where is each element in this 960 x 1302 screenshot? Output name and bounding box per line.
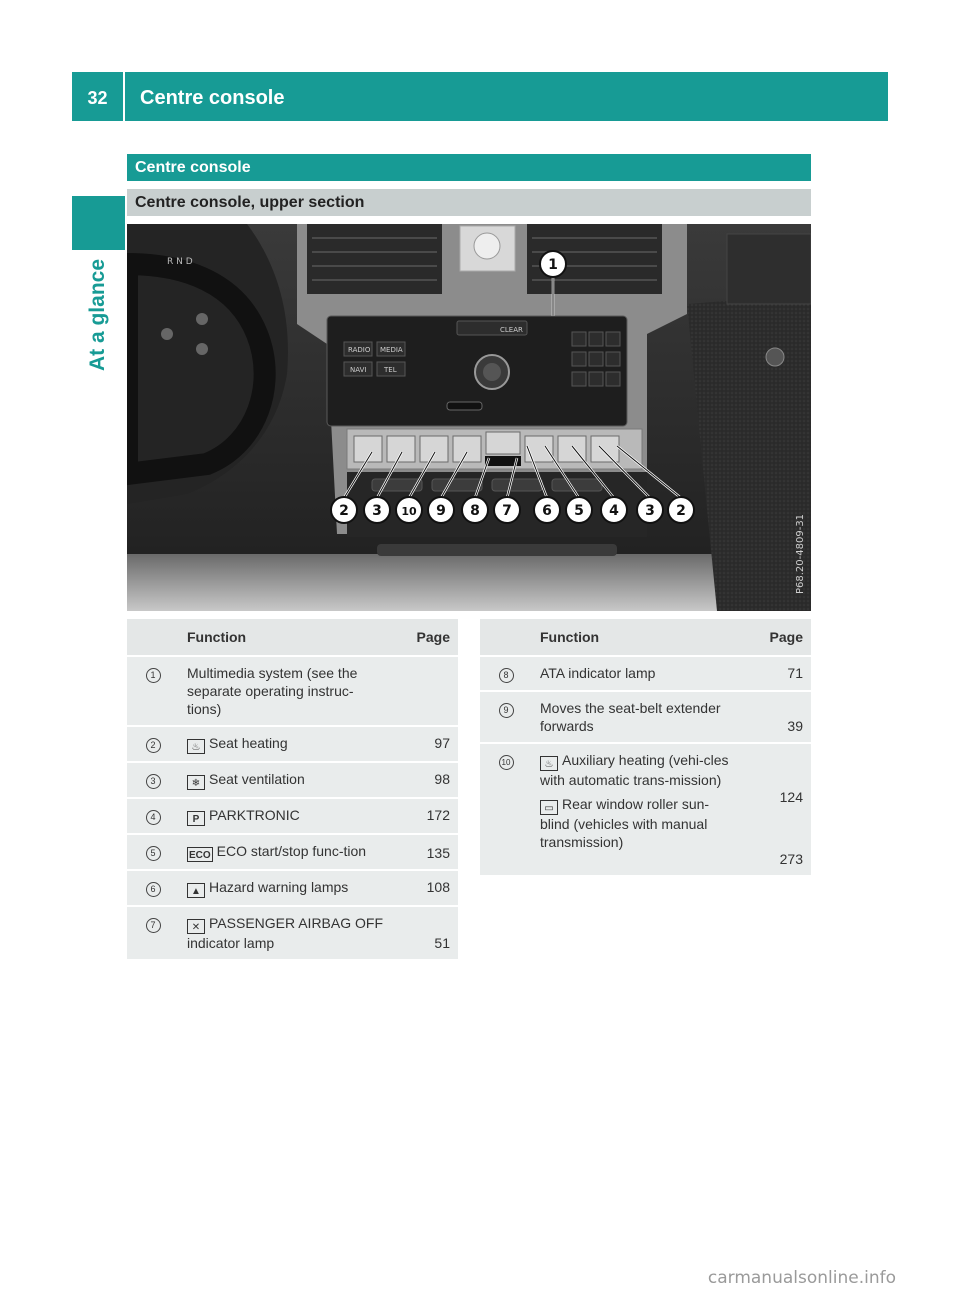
centre-console-photo (127, 224, 811, 611)
media-label: MEDIA (380, 346, 403, 354)
page-header (72, 72, 888, 121)
item-function: Multimedia system (see the separate operating instruc-tions) (179, 656, 392, 726)
seat-ventilation-icon: ❄ (187, 775, 205, 790)
col-page: Page (392, 619, 458, 656)
item-page-alt: 273 (779, 851, 803, 867)
page-number: 32 (72, 72, 125, 121)
callout-8: 8 (470, 503, 480, 519)
navi-label: NAVI (350, 366, 367, 374)
clear-label: CLEAR (500, 326, 523, 334)
callout-9: 9 (436, 503, 446, 519)
item-function: PASSENGER AIRBAG OFF indicator lamp (187, 915, 384, 951)
item-page: 135 (392, 834, 458, 870)
table-row (127, 870, 458, 906)
function-table-right (480, 619, 811, 877)
item-page: 172 (392, 798, 458, 834)
item-number: 3 (146, 774, 161, 789)
item-function: Seat heating (209, 735, 288, 751)
radio-label: RADIO (348, 346, 371, 354)
table-row (127, 834, 458, 870)
auxiliary-heating-icon: ♨ (540, 756, 558, 771)
item-page: 97 (392, 726, 458, 762)
parktronic-icon: P (187, 811, 205, 826)
callout-7: 7 (502, 503, 512, 519)
item-function: Auxiliary heating (vehi-cles with automatic trans-mission) (540, 752, 729, 788)
table-row (127, 726, 458, 762)
item-number: 8 (499, 668, 514, 683)
callout-6: 6 (542, 503, 552, 519)
item-page: 51 (392, 906, 458, 960)
airbag-off-icon: ✕ (187, 919, 205, 934)
callout-1: 1 (548, 257, 558, 273)
photo-code: P68.20-4809-31 (795, 513, 806, 594)
callout-10: 10 (401, 505, 417, 518)
item-number: 7 (146, 918, 161, 933)
item-number: 10 (499, 755, 514, 770)
item-page (392, 656, 458, 726)
item-page: 98 (392, 762, 458, 798)
side-tab-marker (72, 196, 125, 250)
item-number: 2 (146, 738, 161, 753)
item-number: 6 (146, 882, 161, 897)
item-function: ECO start/stop func-tion (216, 843, 367, 859)
function-table-left (127, 619, 458, 961)
item-number: 1 (146, 668, 161, 683)
roller-sunblind-icon: ▭ (540, 800, 558, 815)
table-row (127, 656, 458, 726)
callout-3-right: 3 (645, 503, 655, 519)
callout-4: 4 (609, 503, 619, 519)
table-row (480, 656, 811, 691)
callout-5: 5 (574, 503, 584, 519)
item-page: 39 (745, 691, 811, 743)
chapter-title: Centre console (140, 87, 285, 109)
tel-label: TEL (384, 366, 397, 374)
col-page: Page (745, 619, 811, 656)
hazard-warning-icon: ▲ (187, 883, 205, 898)
subsection-title: Centre console, upper section (127, 189, 811, 216)
item-number: 4 (146, 810, 161, 825)
table-row (480, 691, 811, 743)
callout-2-right: 2 (676, 503, 686, 519)
item-function: Moves the seat-belt extender forwards (532, 691, 745, 743)
table-row (127, 906, 458, 960)
table-row (127, 762, 458, 798)
svg-text:R N D: R N D (167, 257, 193, 267)
item-function: Hazard warning lamps (209, 879, 349, 895)
item-function: PARKTRONIC (209, 807, 300, 823)
item-page: 108 (392, 870, 458, 906)
side-tab-label: At a glance (86, 258, 109, 372)
item-number: 5 (146, 846, 161, 861)
section-title: Centre console (127, 154, 811, 181)
eco-icon: ECO (187, 847, 213, 862)
table-row (127, 798, 458, 834)
watermark: carmanualsonline.info (707, 1268, 896, 1288)
item-function: ATA indicator lamp (532, 656, 745, 691)
col-function: Function (179, 619, 392, 656)
col-function: Function (532, 619, 745, 656)
item-function: Seat ventilation (209, 771, 305, 787)
item-page: 124 (779, 789, 803, 805)
seat-heating-icon: ♨ (187, 739, 205, 754)
table-row (480, 743, 811, 876)
item-function-alt: Rear window roller sun-blind (vehicles with manual transmission) (540, 796, 710, 850)
callout-3-left: 3 (372, 503, 382, 519)
item-page: 71 (745, 656, 811, 691)
callout-2-left: 2 (339, 503, 349, 519)
item-number: 9 (499, 703, 514, 718)
